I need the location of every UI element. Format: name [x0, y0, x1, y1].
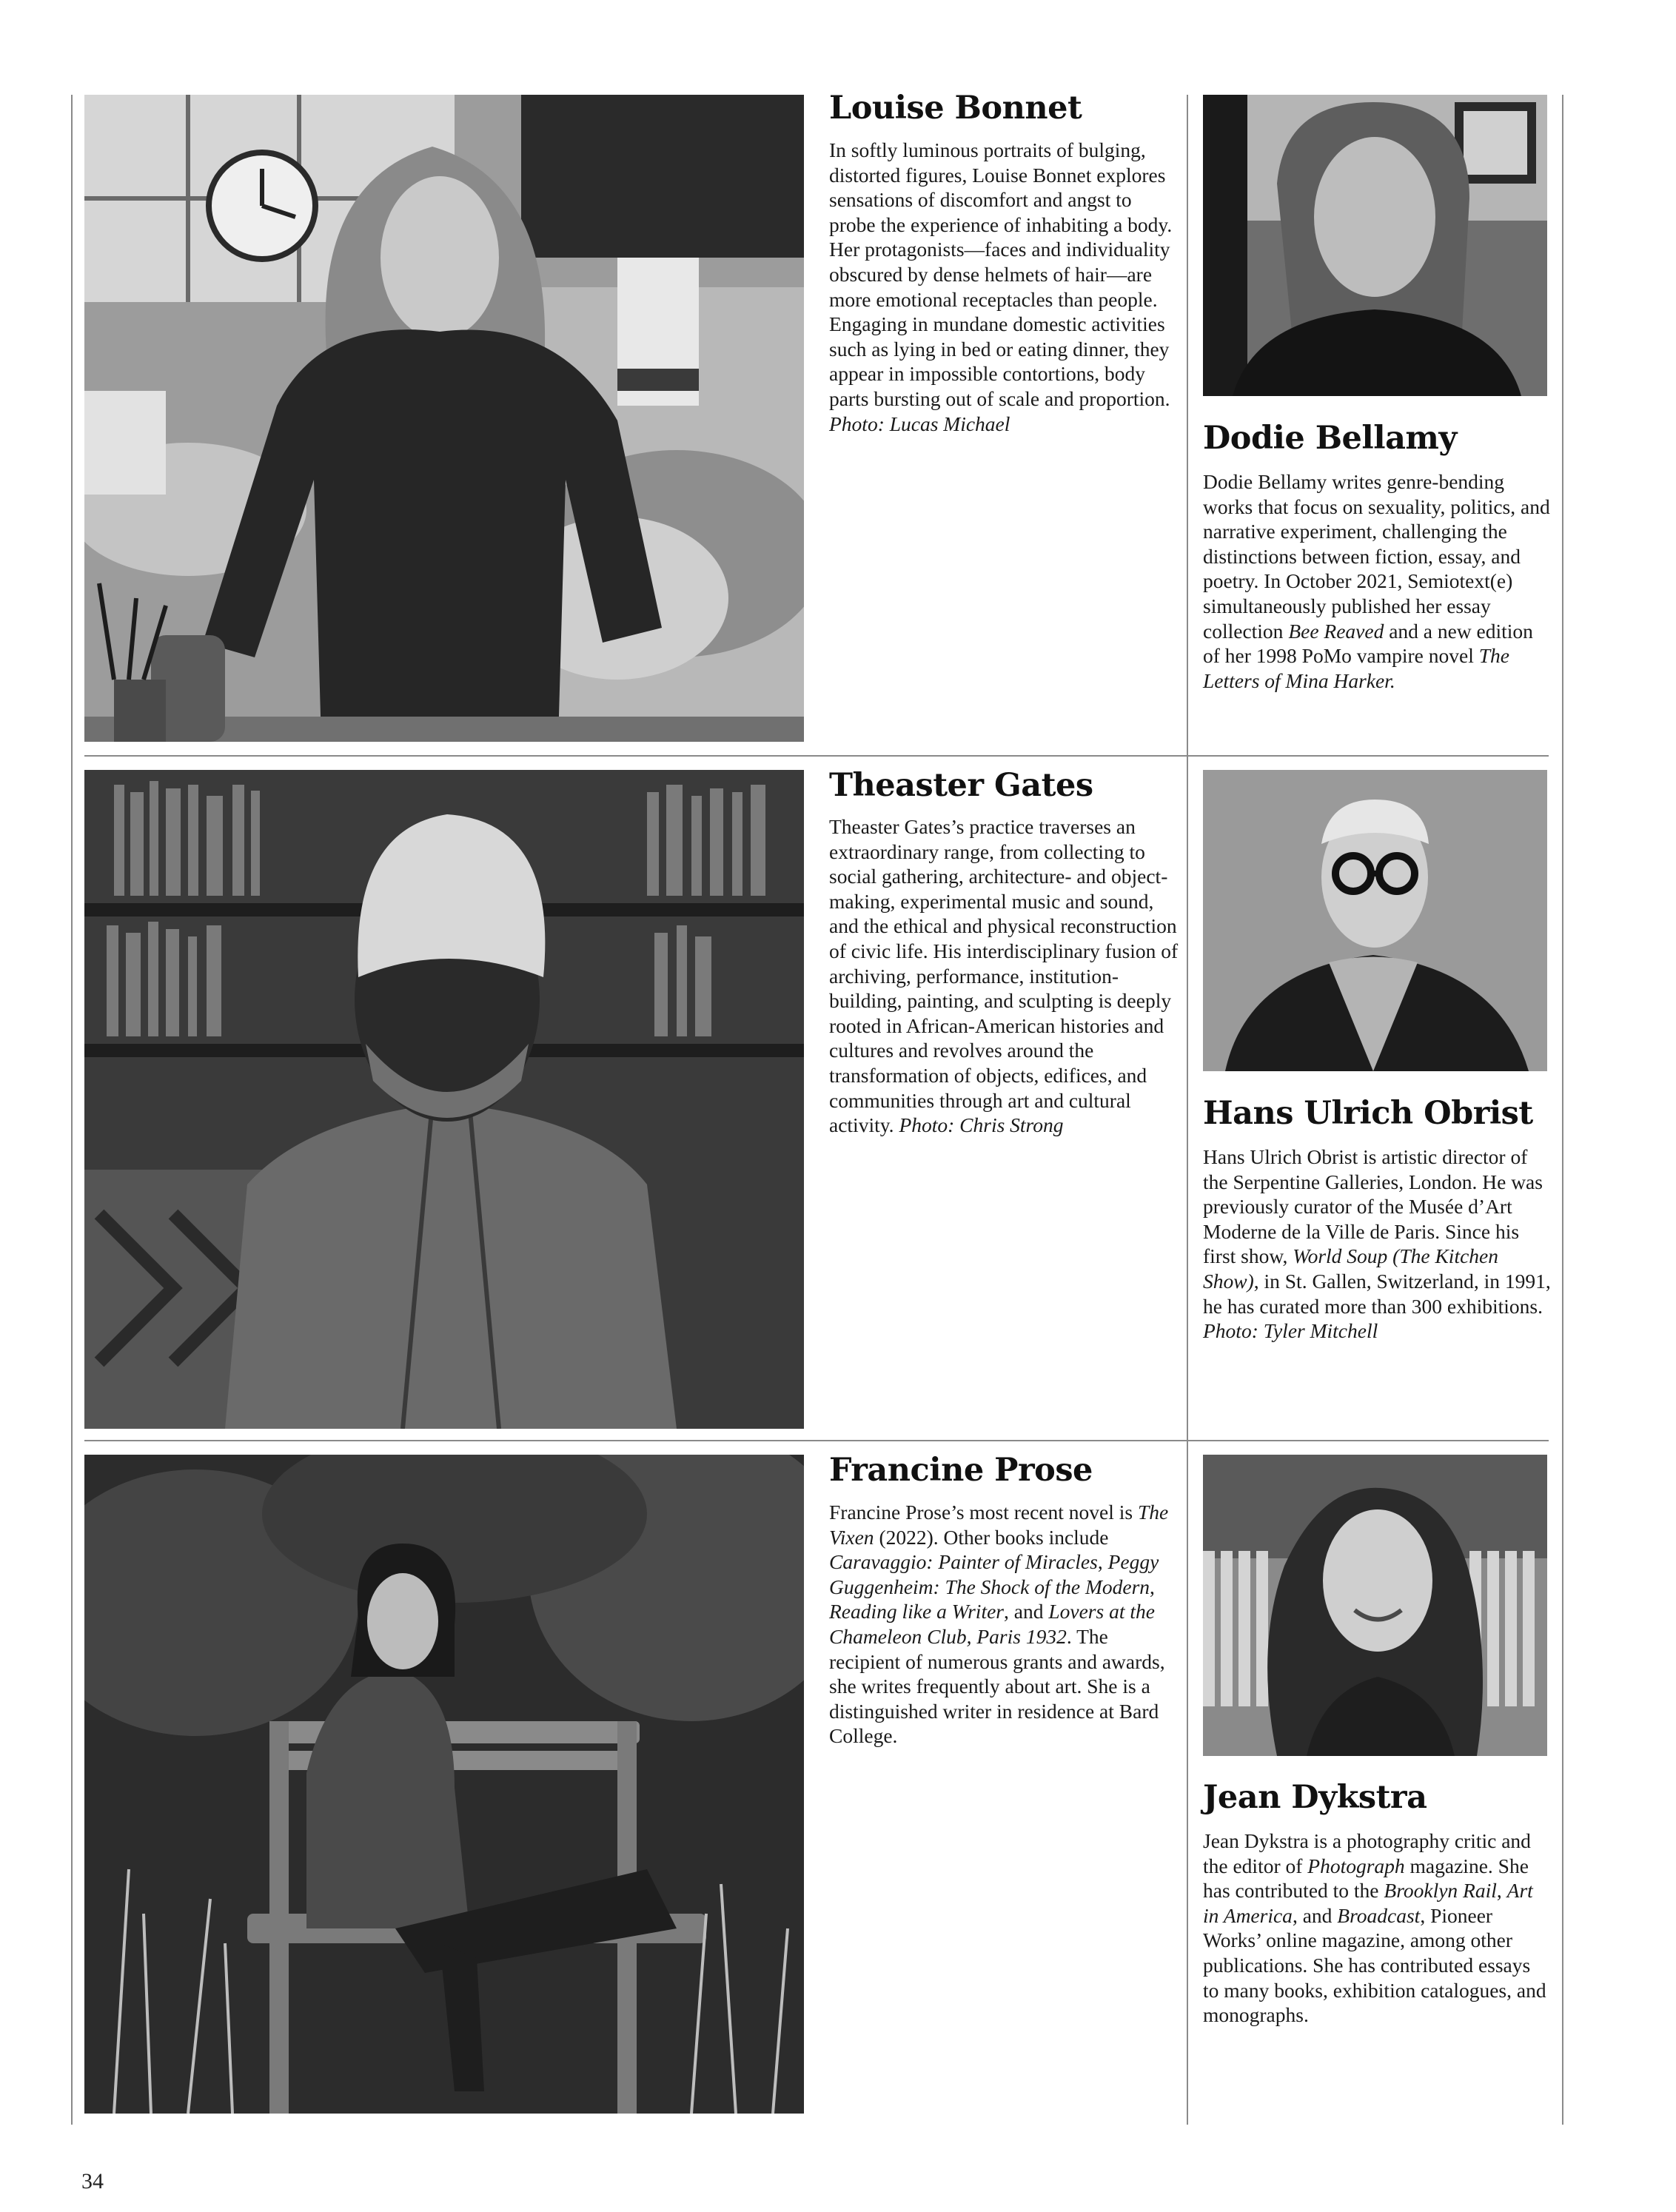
louise-bonnet-bio-text: In softly luminous portraits of bulging, distorted figures, Louise Bonnet explores sensations of discomfort and angst to probe the experience of inhabiting a body. Her protagonists—faces and individuality obscured by dense helmets of hair—are more emotional receptacles than people. Engaging in mundane domestic activities such as lying in bed or eating dinner, they appear in impossible contortions, body parts bursting out of scale and proportion. — [829, 138, 1173, 410]
jean-dykstra-publication-4: Broadcast — [1337, 1903, 1421, 1927]
jean-dykstra-photo — [1203, 1455, 1547, 1756]
dodie-bellamy-name: Dodie Bellamy — [1203, 420, 1457, 457]
francine-prose-bio-text-4: , — [1150, 1575, 1155, 1598]
dodie-bellamy-photo — [1203, 95, 1547, 396]
jean-dykstra-bio-text-4: , and — [1292, 1903, 1338, 1927]
dodie-bellamy-bio — [1203, 469, 1551, 693]
hans-ulrich-obrist-photo-credit: Photo: Tyler Mitchell — [1203, 1319, 1378, 1343]
francine-prose-bio-text-1: Francine Prose’s most recent novel is — [829, 1501, 1138, 1524]
dodie-bellamy-book-title-2: The Letters of Mina Harker. — [1203, 644, 1509, 692]
louise-bonnet-photo-credit: Photo: Lucas Michael — [829, 412, 1010, 435]
hans-ulrich-obrist-bio-text-1: Hans Ulrich Obrist is artistic director of the Serpentine Galleries, London. He was previously curator of the Musée d’Art Moderne de la Ville de Paris. Since his first show, — [1203, 1145, 1543, 1268]
francine-prose-bio-text-6: . The recipient of numerous grants and awards, she writes frequently about art. She is a distinguished writer in residence at Bard College. — [829, 1624, 1165, 1748]
francine-prose-bio — [829, 1500, 1181, 1749]
left-rule — [71, 95, 73, 2125]
dodie-bellamy-bio-text-2: and a new edition of her 1998 PoMo vampire novel — [1203, 619, 1533, 668]
jean-dykstra-bio-text-2: magazine. She has contributed to the — [1203, 1854, 1529, 1903]
louise-bonnet-bio — [829, 138, 1177, 436]
francine-prose-bio-text-3: , — [1097, 1550, 1108, 1574]
dodie-bellamy-book-title-1: Bee Reaved — [1288, 619, 1384, 643]
hans-ulrich-obrist-photo — [1203, 770, 1547, 1071]
hans-ulrich-obrist-show-title: World Soup (The Kitchen Show) — [1203, 1244, 1498, 1293]
jean-dykstra-publication-3: Art in America — [1203, 1879, 1533, 1927]
jean-dykstra-bio-text-1: Jean Dykstra is a photography critic and the editor of — [1203, 1829, 1531, 1877]
jean-dykstra-bio-text-5: , Pioneer Works’ online magazine, among other publications. She has contributed essays to many books, exhibition catalogues, and monographs. — [1203, 1903, 1546, 2027]
francine-prose-bio-text-2: (2022). Other books include — [874, 1525, 1109, 1549]
row-divider-1 — [84, 755, 1549, 757]
jean-dykstra-name: Jean Dykstra — [1203, 1779, 1427, 1816]
francine-prose-photo — [84, 1455, 804, 2114]
hans-ulrich-obrist-bio-text-2: , in St. Gallen, Switzerland, in 1991, he has curated more than 300 exhibitions. — [1203, 1269, 1551, 1318]
theaster-gates-photo — [84, 770, 804, 1429]
hans-ulrich-obrist-name: Hans Ulrich Obrist — [1203, 1095, 1533, 1132]
jean-dykstra-bio — [1203, 1829, 1551, 2028]
francine-prose-book-title-3: Peggy Guggenheim: The Shock of the Modern — [829, 1550, 1159, 1598]
francine-prose-book-title-1: The Vixen — [829, 1501, 1169, 1549]
francine-prose-book-title-5: Lovers at the Chameleon Club, Paris 1932 — [829, 1600, 1155, 1648]
page-number: 34 — [81, 2169, 104, 2193]
dodie-bellamy-bio-text-1: Dodie Bellamy writes genre-bending works that focus on sexuality, politics, and narrative experiment, challenging the distinctions between fiction, essay, and poetry. In October 2021, Semiotext(e) simultaneously published her essay collection — [1203, 470, 1550, 643]
francine-prose-name: Francine Prose — [829, 1452, 1093, 1489]
louise-bonnet-name: Louise Bonnet — [829, 90, 1082, 127]
francine-prose-book-title-2: Caravaggio: Painter of Miracles — [829, 1550, 1098, 1574]
theaster-gates-photo-credit: Photo: Chris Strong — [899, 1113, 1064, 1137]
jean-dykstra-publication-2: Brooklyn Rail — [1384, 1879, 1497, 1903]
center-rule — [1187, 95, 1188, 2125]
francine-prose-bio-text-5: , and — [1004, 1600, 1049, 1623]
jean-dykstra-publication-1: Photograph — [1307, 1854, 1405, 1877]
right-rule — [1562, 95, 1563, 2125]
francine-prose-book-title-4: Reading like a Writer — [829, 1600, 1004, 1623]
row-divider-2 — [84, 1440, 1549, 1441]
theaster-gates-bio — [829, 814, 1181, 1138]
louise-bonnet-photo — [84, 95, 804, 742]
theaster-gates-name: Theaster Gates — [829, 767, 1093, 804]
theaster-gates-bio-text: Theaster Gates’s practice traverses an extraordinary range, from collecting to social gathering, architecture- and object-making, experimental music and sound, and the ethical and physical reconstruction of civic life. His interdisciplinary fusion of archiving, performance, institution-building, painting, and sculpting is deeply rooted in African-American histories and cultures and revolves around the transformation of objects, edifices, and communities through art and cultural activity. — [829, 815, 1179, 1137]
jean-dykstra-bio-text-3: , — [1496, 1879, 1507, 1903]
hans-ulrich-obrist-bio — [1203, 1144, 1555, 1344]
